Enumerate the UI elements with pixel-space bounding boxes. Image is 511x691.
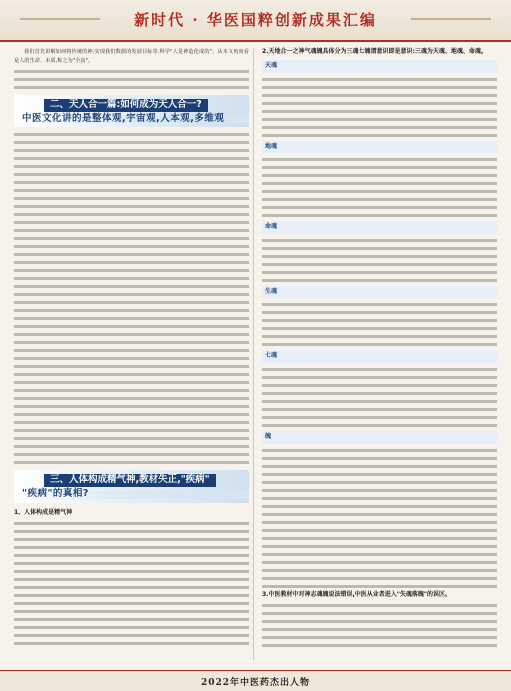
text-block: [14, 522, 249, 597]
header-ornament-right: [411, 18, 491, 20]
label-minghun: 命魂: [262, 221, 497, 234]
banner-2-title: 二、天人合一篇:如何成为天人合一?: [44, 99, 208, 112]
text-block: [262, 449, 497, 524]
footer-text: 2022年中医药杰出人物: [200, 678, 311, 688]
text-block: [262, 368, 497, 427]
banner-2-subtitle: 中医文化讲的是整体观,宇宙观,人本观,多维观: [22, 115, 249, 124]
text-block: [14, 357, 249, 400]
header-title: 新时代 · 华医国粹创新成果汇编: [134, 11, 377, 29]
intro-paragraph: 我们首先讲解如何将传统的神,实现我们数据的发展目标等,科学"人是神造化成的"。从本文角度看是人的生命、本质,称之为"全真"。: [14, 49, 249, 64]
label-tianhun: 天魂: [262, 60, 497, 73]
banner-3-title: 三、人体构成精气神,教材失正,"疾病": [44, 474, 216, 487]
text-block: [14, 197, 249, 272]
label-dihun: 地魂: [262, 141, 497, 154]
label-shenghun: 生魂: [262, 286, 497, 299]
page-header: [0, 0, 511, 42]
text-block: [262, 604, 497, 647]
text-block: [262, 78, 497, 137]
text-block: [14, 277, 249, 352]
text-block: [14, 133, 249, 192]
label-qihun: 七魂: [262, 350, 497, 363]
right-heading-1: 2.天地合一之神气魂魄具体分为三魂七魄谓意识即是意识:三魂为天魂、地魂、命魂。: [262, 48, 487, 55]
text-block: [262, 303, 497, 346]
text-block: [262, 529, 497, 588]
section-banner-3: [14, 470, 249, 502]
right-heading-2: 3.中医教材中对神志魂魄说法错误,中医从业者进入"失魂落魄"的误区。: [262, 590, 451, 598]
text-block: [262, 239, 497, 282]
text-block: [14, 602, 249, 645]
right-column: [262, 48, 497, 650]
left-column: [14, 48, 249, 648]
subsection-heading: 1、人体构成是精气神: [14, 508, 73, 516]
banner-3-subtitle: "疾病"的真相?: [22, 490, 249, 499]
text-block: [14, 405, 249, 464]
label-po: 魄: [262, 431, 497, 444]
text-block: [262, 158, 497, 217]
page-footer: [0, 670, 511, 691]
text-block: [14, 70, 249, 89]
section-banner-2: [14, 95, 249, 127]
column-divider: [253, 48, 254, 660]
